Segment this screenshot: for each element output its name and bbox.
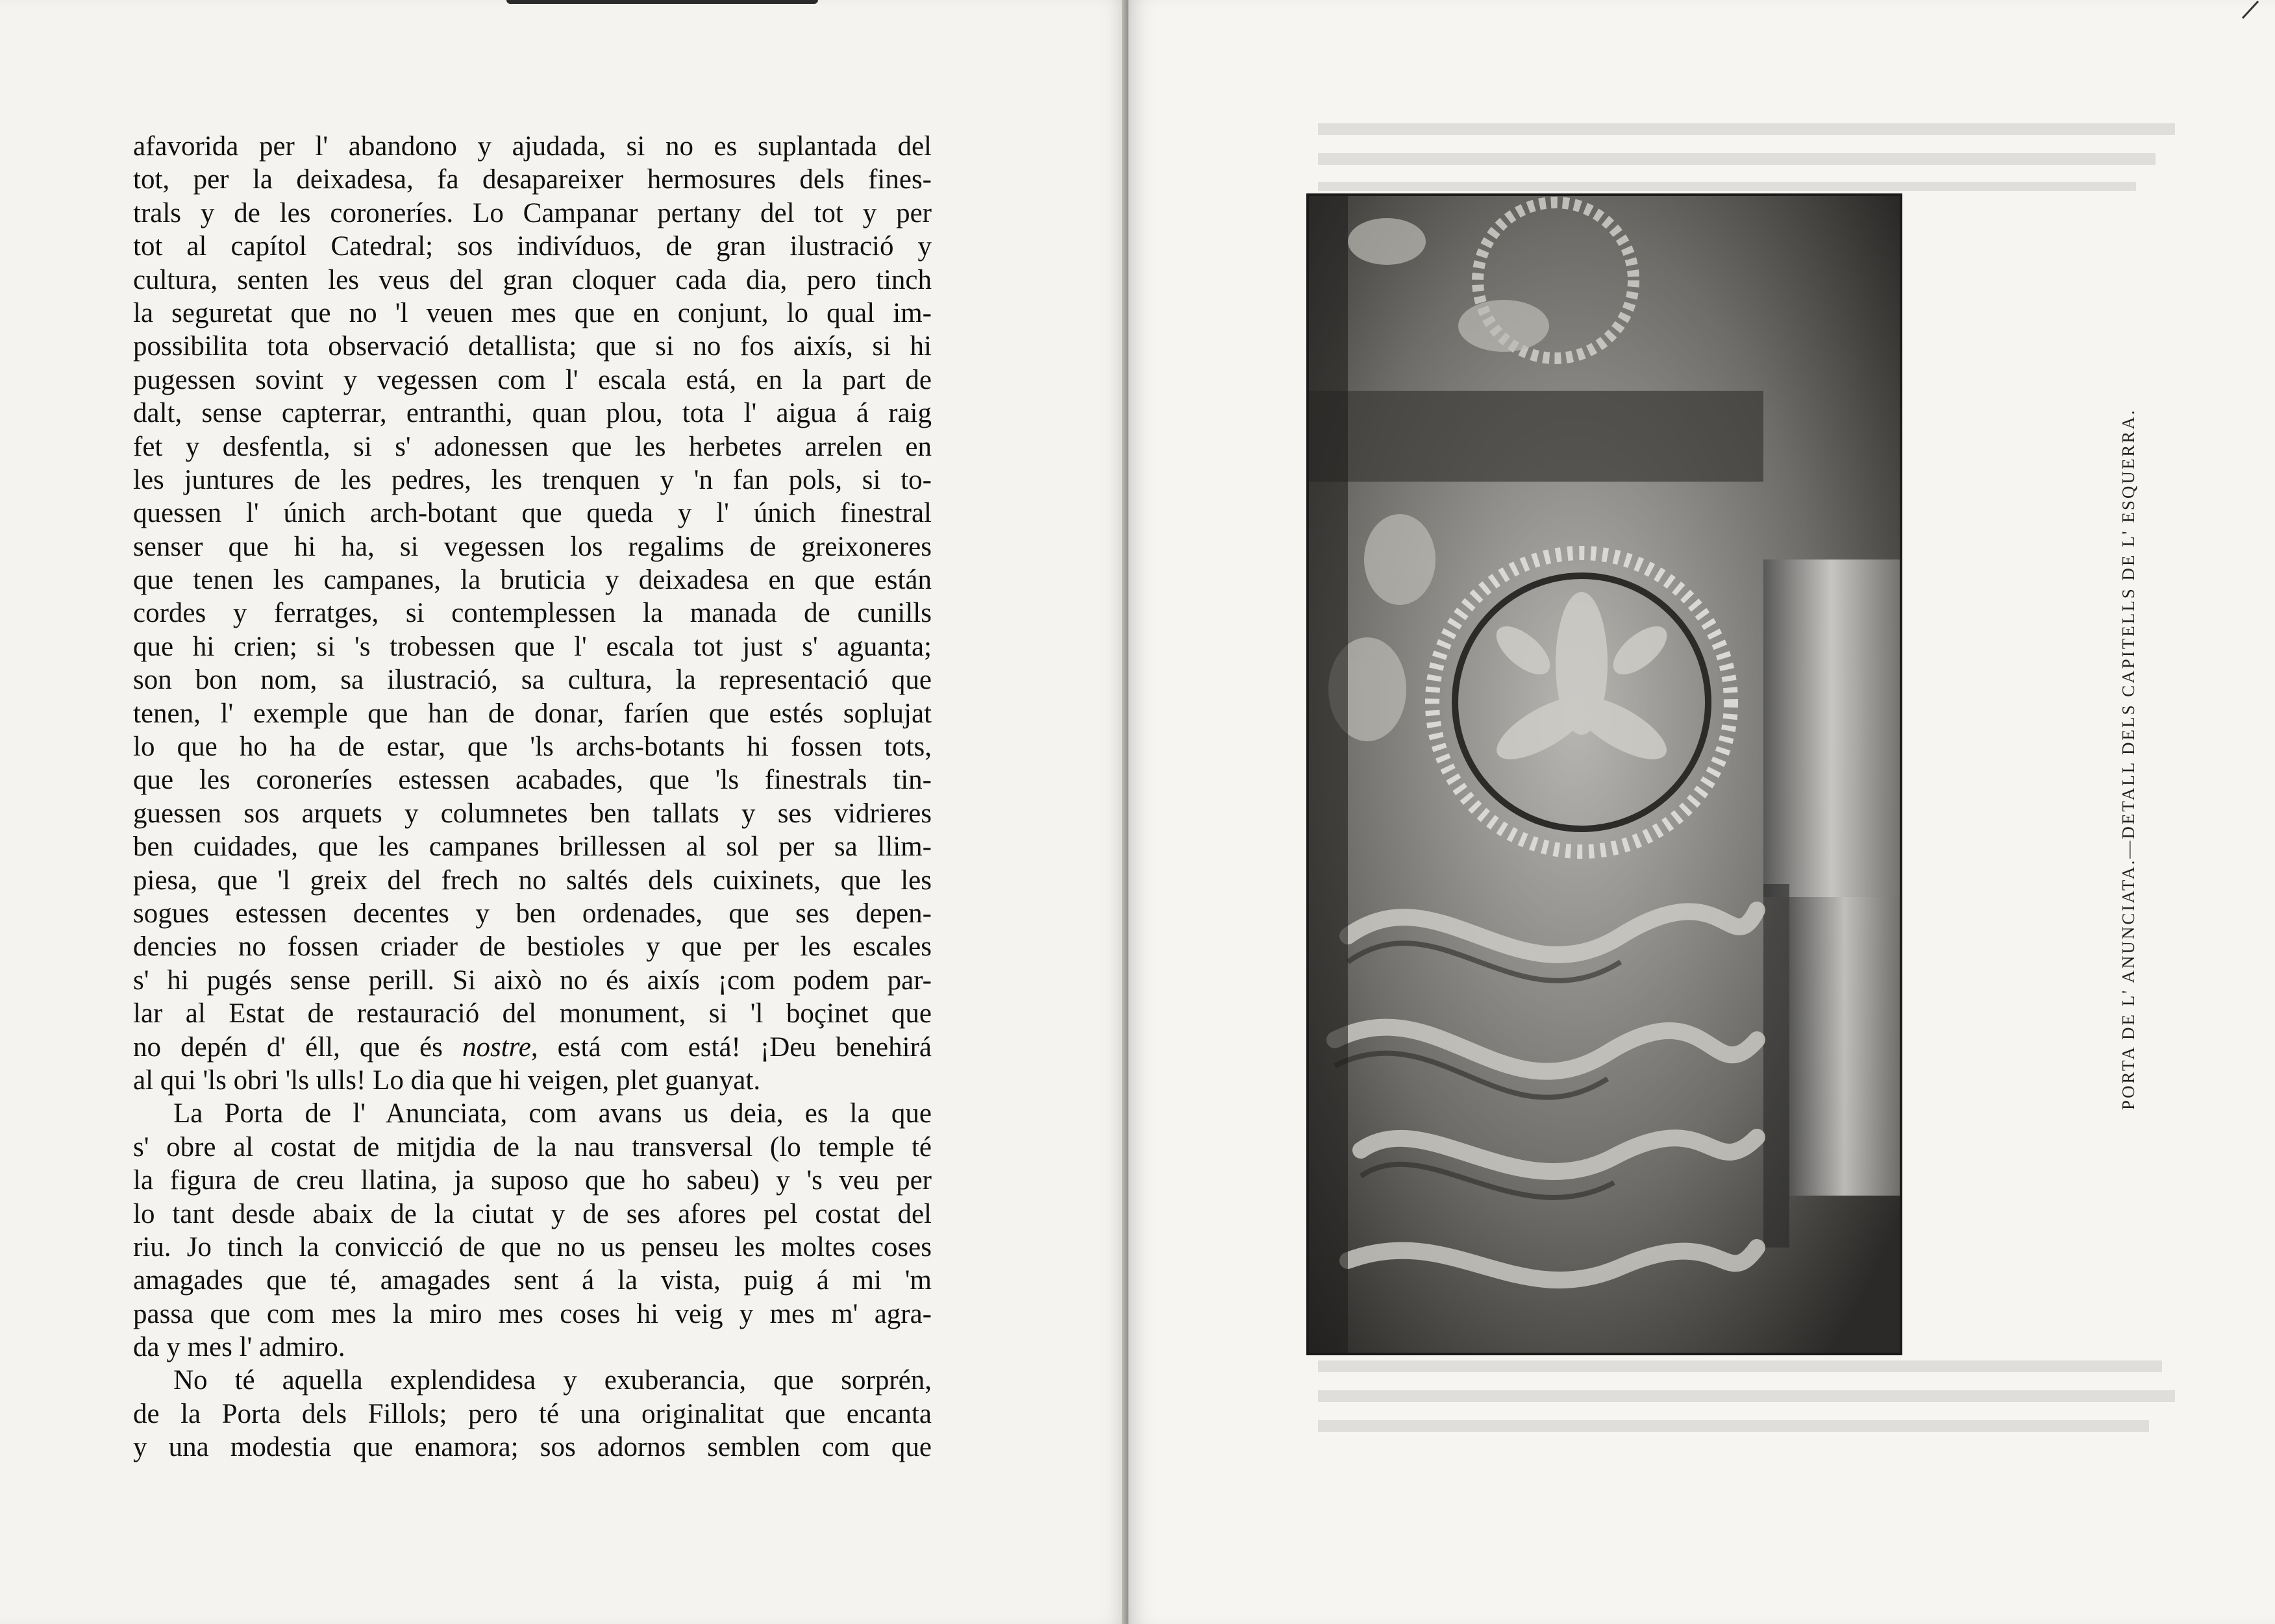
- text-line: possibilita tota observació detallista; que si no fos aixís, si hi: [133, 331, 932, 362]
- text-line: pugessen sovint y vegessen com l' escala está, en la part de: [133, 364, 932, 395]
- show-through-text-bottom: [1318, 1357, 2182, 1460]
- text-line: trals y de les coroneríes. Lo Campanar pertany del tot y per: [133, 197, 932, 228]
- text-line: s' obre al costat de mitjdia de la nau transversal (lo temple té: [133, 1131, 932, 1163]
- text-line: riu. Jo tinch la convicció de que no us penseu les moltes coses: [133, 1231, 932, 1262]
- text-line: passa que com mes la miro mes coses hi veig y mes m' agra-: [133, 1298, 932, 1329]
- text-line: tenen, l' exemple que han de donar, faríen que estés soplujat: [133, 698, 932, 729]
- text-line: dalt, sense capterrar, entranthi, quan plou, tota l' aigua á raig: [133, 398, 932, 429]
- show-through-text: [1318, 117, 2182, 201]
- text-line: que tenen les campanes, la bruticia y deixadesa en que están: [133, 565, 932, 596]
- text-line: quessen l' únich arch-botant que queda y l' únich finestral: [133, 498, 932, 529]
- text-line: No té aquella explendidesa y exuberancia, que sorprén,: [173, 1365, 932, 1396]
- text-line: lo que ho ha de estar, que 'ls archs-botants hi fossen tots,: [133, 732, 932, 763]
- body-text: [133, 130, 932, 1464]
- text-line: lo tant desde abaix de la ciutat y de ses afores pel costat del: [133, 1198, 932, 1229]
- text-line: amagades que té, amagades sent á la vista, puig á mi 'm: [133, 1265, 932, 1296]
- text-line: que hi crien; si 's trobessen que l' escala tot just s' aguanta;: [133, 631, 932, 662]
- text-line: afavorida per l' abandono y ajudada, si no es suplantada del: [133, 131, 932, 162]
- text-line: sogues estessen decentes y ben ordenades, que ses depen-: [133, 898, 932, 929]
- text-line: y una modestia que enamora; sos adornos semblen com que: [133, 1432, 932, 1463]
- text-line: al qui 'ls obri 'ls ulls! Lo dia que hi veigen, plet guanyat.: [133, 1064, 761, 1096]
- sculpture-photograph: [1306, 193, 1902, 1355]
- text-line: no depén d' éll, que és nostre, está com está! ¡Deu benehirá: [133, 1031, 932, 1063]
- text-line: dencies no fossen criader de bestioles y que per les escales: [133, 931, 932, 963]
- text-line: fet y desfentla, si s' adonessen que les herbetes arrelen en: [133, 431, 932, 462]
- emphasis-word: nostre: [462, 1031, 531, 1063]
- text-line: da y mes l' admiro.: [133, 1332, 345, 1363]
- text-line: ben cuidades, que les campanes brillessen al sol per sa llim-: [133, 831, 932, 863]
- text-line: tot, per la deixadesa, fa desapareixer hermosures dels fines-: [133, 164, 932, 195]
- text-line: de la Porta dels Fillols; pero té una originalitat que encanta: [133, 1398, 932, 1429]
- text-line: que les coroneríes estessen acabades, que 'ls finestrals tin-: [133, 765, 932, 796]
- text-line: la figura de creu llatina, ja suposo que ho sabeu) y 's veu per: [133, 1165, 932, 1196]
- text-line: guessen sos arquets y columnetes ben tallats y ses vidrieres: [133, 798, 932, 829]
- text-line: tot al capítol Catedral; sos indivíduos, de gran ilustració y: [133, 231, 932, 262]
- left-page: [0, 0, 1128, 1624]
- photo-caption: PORTA DE L' ANUNCIATA.—DETALL DELS CAPITELLS DE L' ESQUERRA.: [2119, 408, 2138, 1110]
- text-line: lar al Estat de restauració del monument, si 'l boçinet que: [133, 998, 932, 1029]
- text-line: piesa, que 'l greix del frech no saltés dels cuixinets, que les: [133, 865, 932, 896]
- text-line: s' hi pugés sense perill. Si això no és aixís ¡com podem par-: [133, 965, 932, 996]
- top-edge-mark: [506, 0, 818, 4]
- text-line: senser que hi ha, si vegessen los regalims de greixoneres: [133, 531, 932, 562]
- text-line: La Porta de l' Anunciata, com avans us deia, es la que: [173, 1098, 932, 1129]
- page-corner-mark: [2236, 0, 2262, 19]
- text-line: cultura, senten les veus del gran cloquer cada dia, pero tinch: [133, 264, 932, 295]
- text-line: la seguretat que no 'l veuen mes que en conjunt, lo qual im-: [133, 297, 932, 328]
- text-line: cordes y ferratges, si contemplessen la manada de cunills: [133, 598, 932, 629]
- text-line: son bon nom, sa ilustració, sa cultura, la representació que: [133, 665, 932, 696]
- text-line: les juntures de les pedres, les trenquen y 'n fan pols, si to-: [133, 464, 932, 495]
